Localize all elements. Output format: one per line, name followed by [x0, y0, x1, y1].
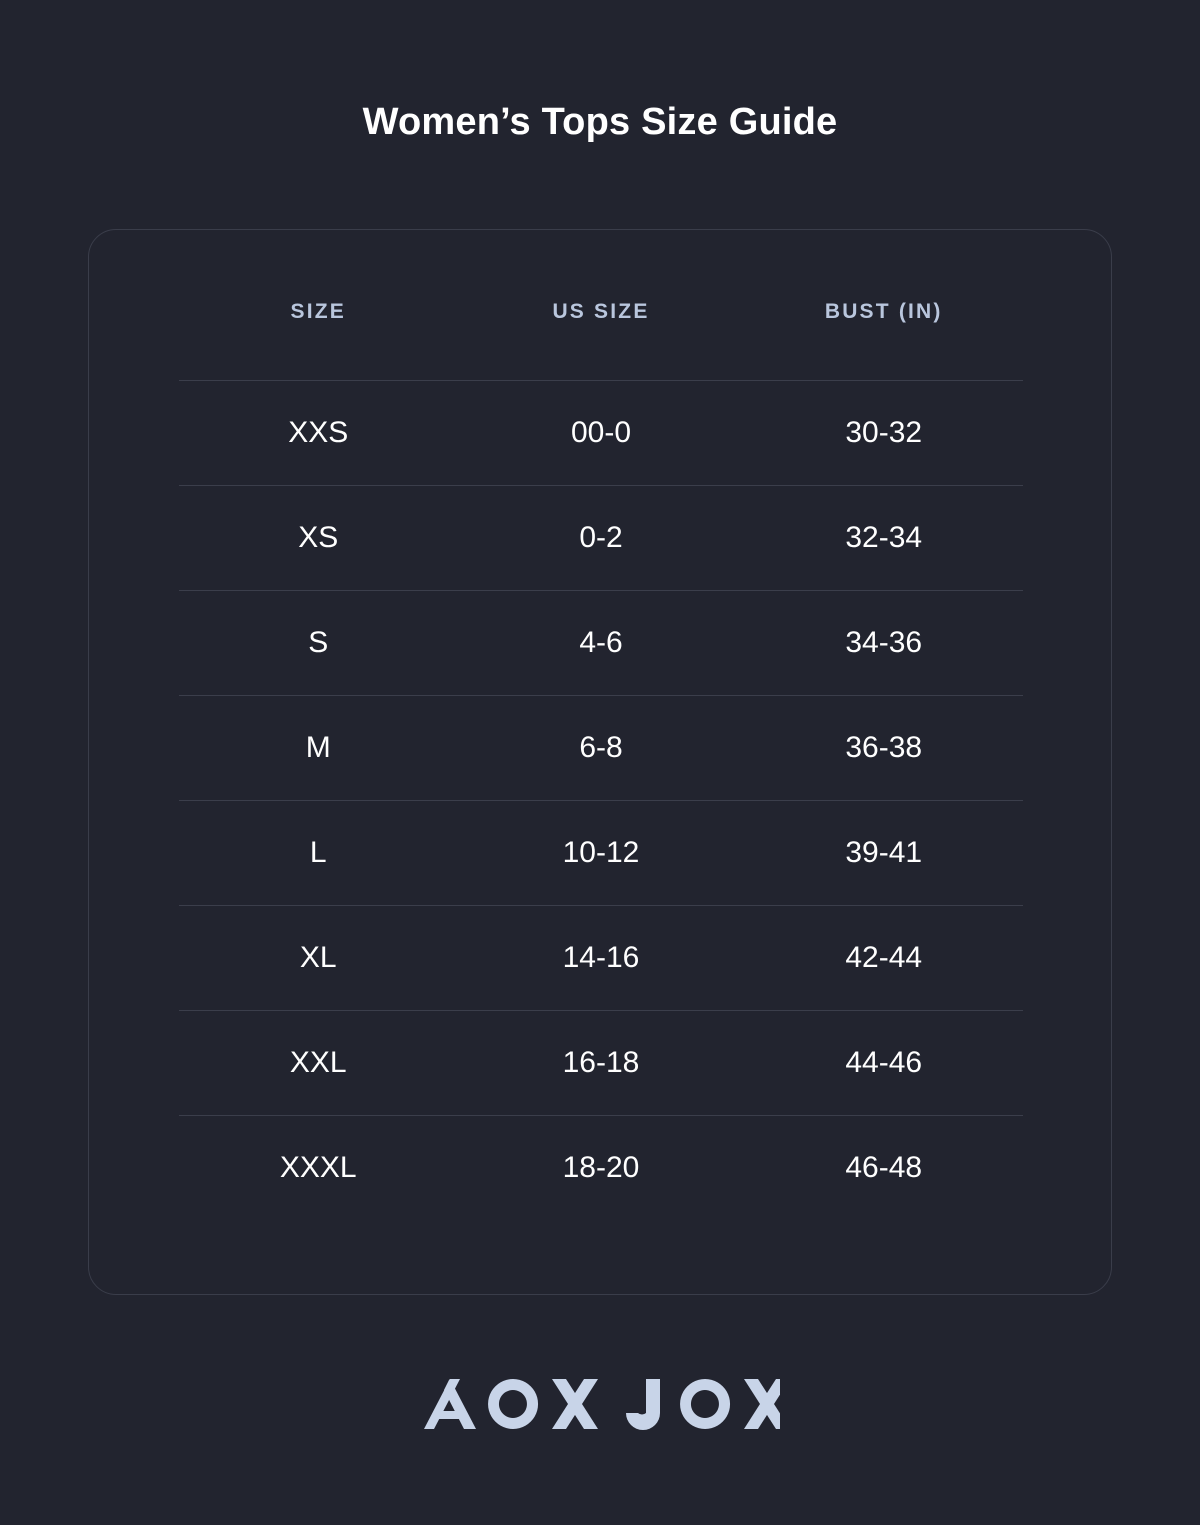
- table-row: [179, 906, 1023, 1011]
- table-header: [179, 300, 1023, 381]
- cell-size: L: [179, 801, 458, 906]
- cell-us-size: 18-20: [458, 1116, 745, 1221]
- cell-bust: 34-36: [744, 591, 1023, 696]
- cell-us-size: 6-8: [458, 696, 745, 801]
- cell-us-size: 16-18: [458, 1011, 745, 1116]
- table-row: [179, 696, 1023, 801]
- size-table: [179, 300, 1023, 1220]
- cell-bust: 36-38: [744, 696, 1023, 801]
- cell-size: M: [179, 696, 458, 801]
- table-row: [179, 1116, 1023, 1221]
- cell-size: XXS: [179, 381, 458, 486]
- cell-size: S: [179, 591, 458, 696]
- cell-bust: 44-46: [744, 1011, 1023, 1116]
- table-row: [179, 591, 1023, 696]
- column-header-us-size: US SIZE: [552, 300, 650, 324]
- brand-logo: [0, 1373, 1200, 1442]
- table-body: [179, 381, 1023, 1221]
- cell-bust: 39-41: [744, 801, 1023, 906]
- table-row: [179, 381, 1023, 486]
- cell-us-size: 10-12: [458, 801, 745, 906]
- size-guide-page: [0, 25, 1200, 1525]
- cell-us-size: 0-2: [458, 486, 745, 591]
- cell-size: XL: [179, 906, 458, 1011]
- table-row: [179, 801, 1023, 906]
- cell-us-size: 00-0: [458, 381, 745, 486]
- cell-us-size: 14-16: [458, 906, 745, 1011]
- table-row: [179, 1011, 1023, 1116]
- size-table-card: [88, 229, 1112, 1295]
- table-header-row: [179, 300, 1023, 381]
- cell-bust: 32-34: [744, 486, 1023, 591]
- column-header-bust: BUST (IN): [824, 300, 943, 324]
- cell-size: XXXL: [179, 1116, 458, 1221]
- cell-bust: 42-44: [744, 906, 1023, 1011]
- column-header-size: SIZE: [290, 300, 346, 324]
- table-row: [179, 486, 1023, 591]
- cell-bust: 46-48: [744, 1116, 1023, 1221]
- cell-us-size: 4-6: [458, 591, 745, 696]
- cell-size: XXL: [179, 1011, 458, 1116]
- aoxjox-logo-icon: [420, 1373, 780, 1437]
- page-title: Women’s Tops Size Guide: [362, 101, 838, 144]
- cell-size: XS: [179, 486, 458, 591]
- cell-bust: 30-32: [744, 381, 1023, 486]
